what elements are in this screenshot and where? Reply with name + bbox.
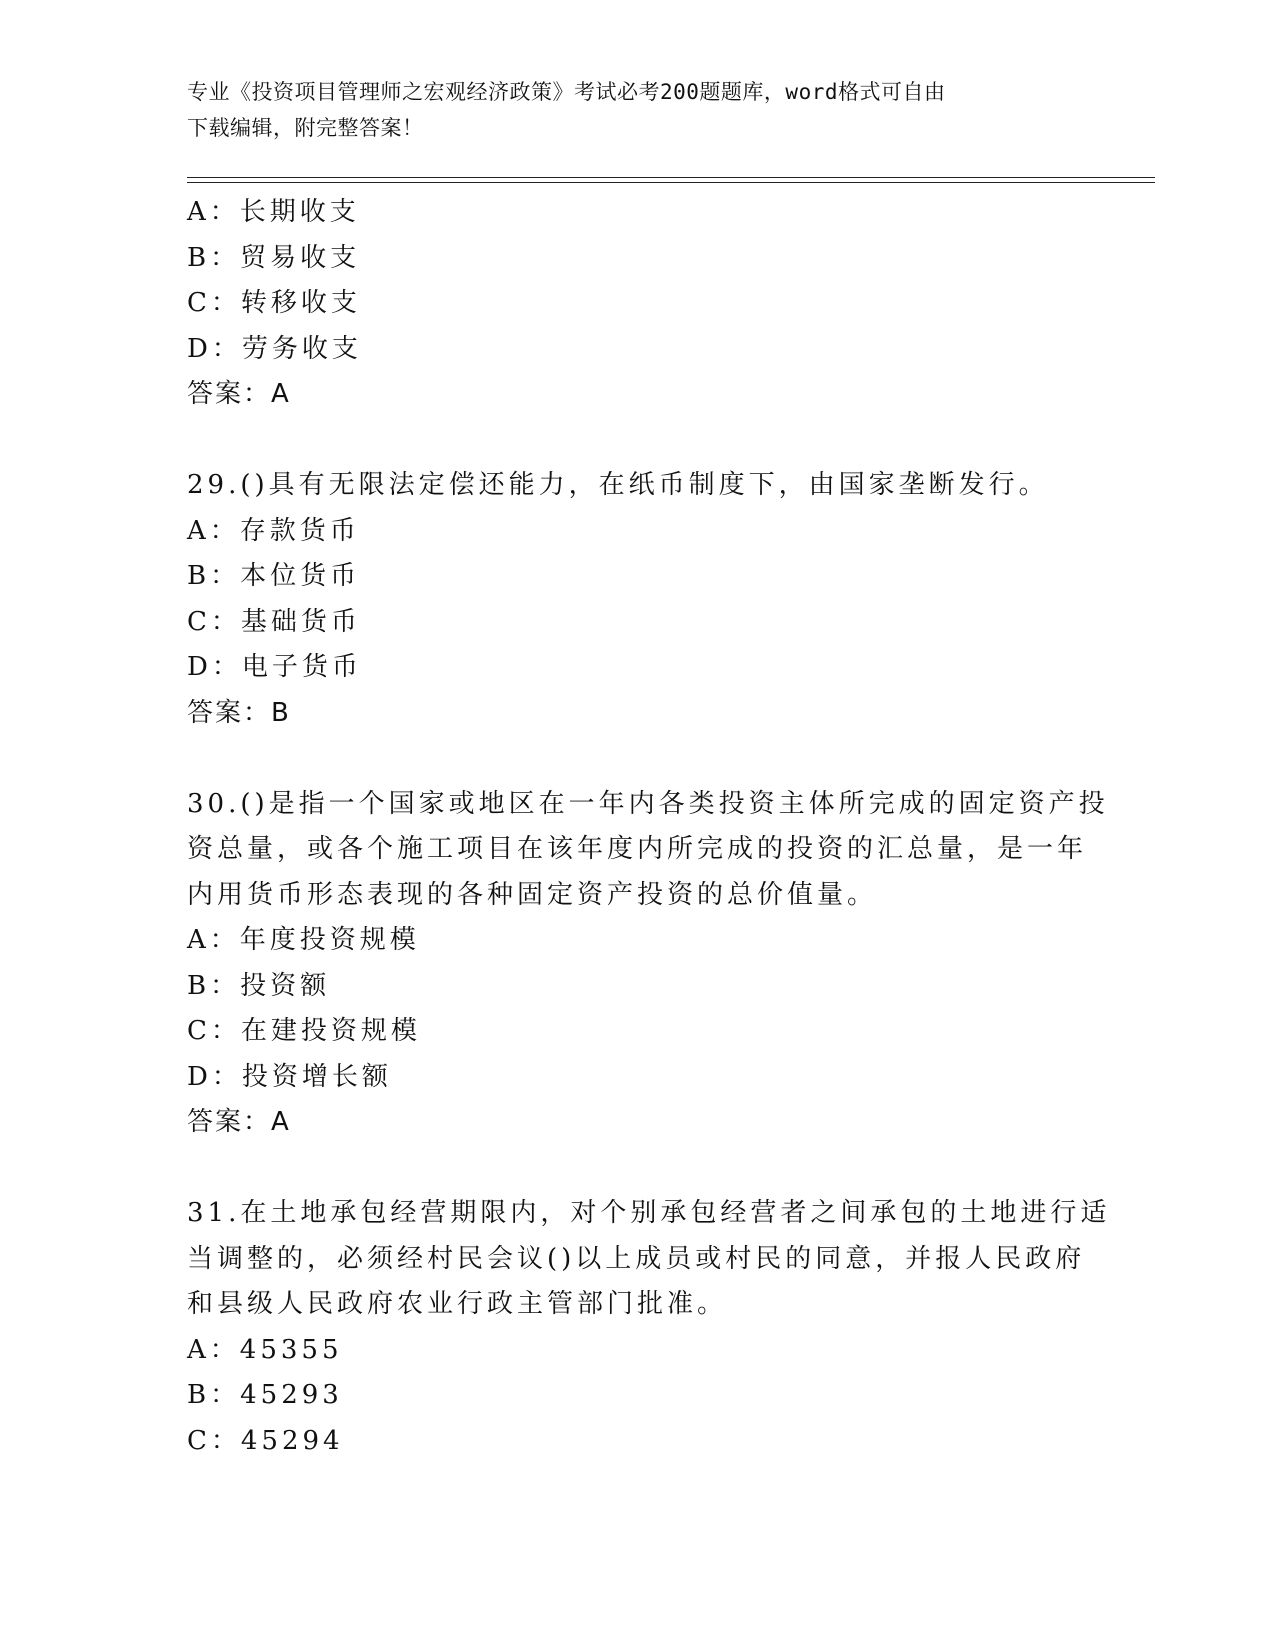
correct-answer: 答案：B <box>187 697 291 728</box>
header-divider <box>187 177 1155 183</box>
question-block <box>187 190 1087 418</box>
answer-option: D：电子货币 <box>187 652 362 682</box>
answer-option: B：贸易收支 <box>187 242 361 273</box>
answer-option: C：45294 <box>187 1425 344 1456</box>
question-stem-line: 31.在土地承包经营期限内，对个别承包经营者之间承包的土地进行适 <box>187 1198 1111 1228</box>
question-stem-line: 30.()是指一个国家或地区在一年内各类投资主体所完成的固定资产投 <box>187 788 1109 819</box>
question-stem-line: 资总量，或各个施工项目在该年度内所完成的投资的汇总量，是一年 <box>187 834 1088 864</box>
question-stem-line: 当调整的，必须经村民会议()以上成员或村民的同意，并报人民政府 <box>187 1243 1086 1274</box>
answer-option: A：长期收支 <box>187 197 360 227</box>
answer-option: C：基础货币 <box>187 606 361 637</box>
answer-option: B：投资额 <box>187 970 331 1001</box>
correct-answer: 答案：A <box>187 1107 291 1137</box>
question-block <box>187 463 1087 736</box>
answer-option: B：本位货币 <box>187 561 361 591</box>
question-stem-line: 内用货币形态表现的各种固定资产投资的总价值量。 <box>187 879 878 910</box>
header-line-2: 下载编辑，附完整答案！ <box>187 116 424 140</box>
answer-option: C：转移收支 <box>187 288 361 318</box>
question-block <box>187 1191 1111 1464</box>
answer-option: A：存款货币 <box>187 515 360 546</box>
question-block <box>187 782 1109 1146</box>
answer-option: D：劳务收支 <box>187 333 362 364</box>
answer-option: C：在建投资规模 <box>187 1016 421 1046</box>
question-list <box>187 190 1111 1464</box>
answer-option: D：投资增长额 <box>187 1061 392 1092</box>
answer-option: A：年度投资规模 <box>187 925 420 955</box>
answer-option: B：45293 <box>187 1380 343 1410</box>
answer-option: A：45355 <box>187 1334 343 1365</box>
question-stem-line: 和县级人民政府农业行政主管部门批准。 <box>187 1289 728 1319</box>
document-header <box>187 74 1067 146</box>
header-line-1: 专业《投资项目管理师之宏观经济政策》考试必考200题题库，word格式可自由 <box>187 80 946 104</box>
correct-answer: 答案：A <box>187 379 291 409</box>
question-stem-line: 29.()具有无限法定偿还能力，在纸币制度下，由国家垄断发行。 <box>187 470 1049 500</box>
